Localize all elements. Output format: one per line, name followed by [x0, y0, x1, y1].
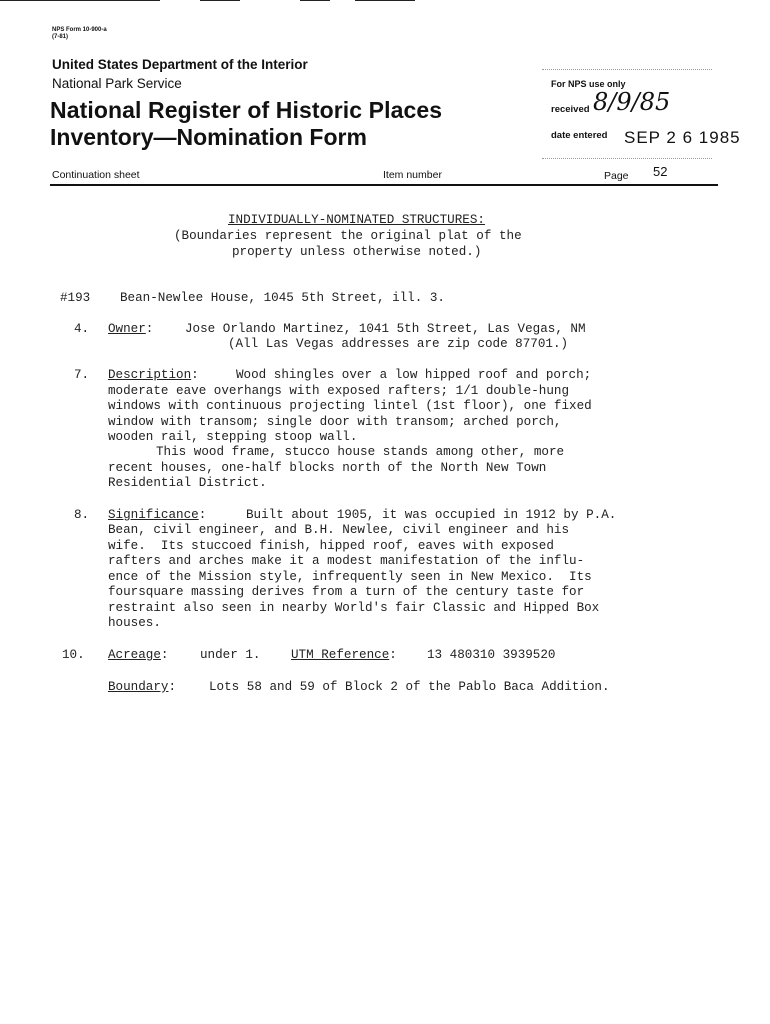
significance-line: rafters and arches make it a modest manifestation of the influ-: [108, 554, 585, 568]
service-name: National Park Service: [52, 76, 182, 91]
scan-artifact: [0, 0, 160, 1]
date-entered-stamp: SEP 2 6 1985: [624, 128, 741, 147]
description-line: Residential District.: [108, 476, 267, 490]
scan-artifact: [200, 0, 240, 1]
utm-label: UTM Reference:: [291, 648, 397, 662]
item-number: 10.: [62, 648, 85, 662]
department-name: United States Department of the Interior: [52, 57, 308, 72]
significance-line: ence of the Mission style, infrequently seen in New Mexico. Its: [108, 570, 592, 584]
description-label: Description:: [108, 368, 199, 382]
continuation-sheet-label: Continuation sheet: [52, 169, 140, 181]
acreage-label-text: Acreage: [108, 648, 161, 662]
nps-use-label: For NPS use only: [551, 79, 626, 89]
significance-line: Bean, civil engineer, and B.H. Newlee, civil engineer and his: [108, 523, 570, 537]
form-subtitle: Inventory—Nomination Form: [50, 124, 367, 150]
received-label: received: [551, 104, 590, 115]
significance-line: Built about 1905, it was occupied in 1912 by P.A.: [246, 508, 617, 522]
header-rule: [50, 184, 718, 186]
scan-artifact: [300, 0, 330, 1]
boundary-label-text: Boundary: [108, 680, 169, 694]
scan-artifact: [355, 0, 415, 1]
utm-label-text: UTM Reference: [291, 648, 390, 662]
description-line: Wood shingles over a low hipped roof and porch;: [236, 368, 592, 382]
owner-line: (All Las Vegas addresses are zip code 87701.): [228, 337, 569, 351]
owner-label-text: Owner: [108, 322, 146, 336]
description-line: moderate eave overhangs with exposed rafters; 1/1 double-hung: [108, 384, 570, 398]
entry-number: #193: [60, 291, 91, 305]
boundary-value: Lots 58 and 59 of Block 2 of the Pablo Baca Addition.: [209, 680, 610, 694]
owner-line: Jose Orlando Martinez, 1041 5th Street, Las Vegas, NM: [185, 322, 586, 336]
owner-label: Owner:: [108, 322, 154, 336]
description-line: recent houses, one-half blocks north of the North New Town: [108, 461, 547, 475]
significance-line: houses.: [108, 616, 161, 630]
section-note-line1: (Boundaries represent the original plat of the: [174, 229, 522, 243]
significance-line: wife. Its stuccoed finish, hipped roof, eaves with exposed: [108, 539, 554, 553]
description-line: This wood frame, stucco house stands among other, more: [156, 445, 565, 459]
description-line: wooden rail, stepping stoop wall.: [108, 430, 358, 444]
item-number-label: Item number: [383, 169, 442, 181]
significance-label-text: Significance: [108, 508, 199, 522]
acreage-label: Acreage:: [108, 648, 169, 662]
box-bottom-border: [542, 158, 712, 159]
date-entered-label: date entered: [551, 130, 608, 141]
item-number: 7.: [74, 368, 90, 382]
section-note-line2: property unless otherwise noted.): [232, 245, 482, 259]
received-date: 8/9/85: [593, 88, 671, 116]
entry-title: Bean-Newlee House, 1045 5th Street, ill. 3.: [120, 291, 445, 305]
description-line: windows with continuous projecting lintel (1st floor), one fixed: [108, 399, 592, 413]
page-number: 52: [653, 164, 668, 179]
utm-value: 13 480310 3939520: [427, 648, 556, 662]
item-number: 4.: [74, 322, 90, 336]
significance-label: Significance:: [108, 508, 207, 522]
item-number: 8.: [74, 508, 90, 522]
box-top-border: [542, 69, 712, 70]
page-label: Page: [604, 170, 629, 182]
section-heading: INDIVIDUALLY-NOMINATED STRUCTURES:: [228, 213, 485, 227]
description-label-text: Description: [108, 368, 192, 382]
significance-line: foursquare massing derives from a turn of the century taste for: [108, 585, 585, 599]
boundary-label: Boundary:: [108, 680, 177, 694]
significance-line: restraint also seen in nearby World's fair Classic and Hipped Box: [108, 601, 600, 615]
form-number: NPS Form 10-900-a (7-81): [52, 27, 107, 40]
form-title: National Register of Historic Places: [50, 97, 443, 123]
acreage-value: under 1.: [200, 648, 261, 662]
description-line: window with transom; single door with transom; arched porch,: [108, 415, 562, 429]
